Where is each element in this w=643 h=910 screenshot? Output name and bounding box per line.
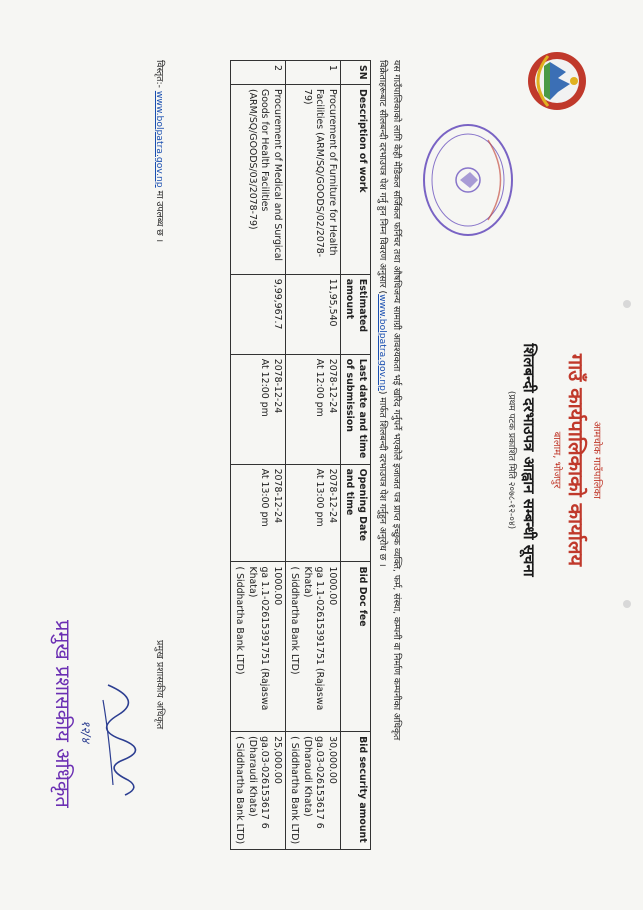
last-date-cell: [231, 354, 286, 464]
opening-date-cell: [231, 464, 286, 562]
last-date: 2078-12-24: [327, 358, 338, 414]
fee-bank: ( Siddhartha Bank LTD): [289, 566, 301, 675]
opening-time: At 13:00 pm: [259, 468, 271, 527]
intro-line-2: विक्रेताहरूबाट सीलबन्दी दरभाउपत्र पेश गर्नु हुन निम्न विवरण अनुसार (www.bolpatra.gov.np) मार्फत शिलबन्दी दरभाउपत्र पेश गर्नुहुन अनुरोध छ ।: [377, 60, 388, 567]
details-note: [154, 60, 167, 242]
fee-bank: ( Siddhartha Bank LTD): [234, 566, 246, 675]
details-suffix: मा उपलब्ध छ ।: [154, 190, 165, 243]
intro-line-1: यस गाउँपालिकाको लागि केही मेडिकल सर्जिकल फर्निचर तथा औषधिजन्य सामाग्री आवश्यकता भई खरिद गर्नुपर्ने भएकोले इजाजत पत्र प्राप्त इच्छुक व्यक्ति, फर्म, संस्था, कम्पनी वा निर्माण कम्पनीका अधिकृत: [391, 60, 402, 741]
table-row: [286, 61, 341, 850]
security-account: ga.03-026153617 6: [314, 736, 326, 829]
column-header: Last date and time of submission: [341, 354, 371, 464]
intro-line-2-pre: विक्रेताहरूबाट सीलबन्दी दरभाउपत्र पेश गर्नु हुन निम्न विवरण अनुसार: [377, 60, 388, 288]
column-header: Opening Date and time: [341, 464, 371, 562]
opening-time: At 13:00 pm: [314, 468, 326, 527]
bid-fee-cell: [231, 562, 286, 732]
signatory-label: प्रमुख प्रशासकीय अधिकृत: [154, 640, 165, 730]
municipality-name: आमचोक गाउँपालिका: [591, 421, 602, 499]
security-bank: ( Siddhartha Bank LTD): [234, 736, 246, 845]
details-label: विस्तृत:-: [154, 60, 165, 88]
bid-security-cell: [231, 732, 286, 850]
office-name: गाउँ कार्यपालिकाको कार्यालय: [564, 353, 588, 567]
details-link[interactable]: www.bolpatra.gov.np: [154, 90, 165, 188]
intro-paragraph: [375, 60, 403, 840]
description-cell: Procurement of Furniture for Health Facilities (ARM/SQ/GOODS/02/2078-79): [286, 84, 341, 274]
notice-title: शिलबन्दी दरभाउपत्र आह्वान सम्बन्धी सूचना: [520, 343, 538, 577]
table-header-row: [341, 61, 371, 850]
bid-fee-cell: [286, 562, 341, 732]
last-time: At 12:00 pm: [314, 358, 326, 417]
office-stamp-icon: [418, 120, 518, 240]
table-row: [231, 61, 286, 850]
description-cell: Procurement of Medical and Surgical Goods for Health Facilities (ARM/SQ/GOODS/03/2078-79): [231, 84, 286, 274]
column-header: Bid Doc fee: [341, 562, 371, 732]
column-header: SN: [341, 61, 371, 85]
officer-title-stamp: प्रमुख प्रशासकीय अधिकृत: [51, 620, 75, 808]
fee-account: ga 1.1-02615391751 (Rajaswa Khata): [247, 566, 271, 711]
nepal-emblem-icon: [526, 50, 588, 112]
opening-date-cell: [286, 464, 341, 562]
fee-amount: 1000.00: [272, 566, 283, 606]
letterhead: [505, 340, 603, 580]
office-location: बालाम, भोजपुर: [551, 431, 562, 489]
intro-line-2-post: मार्फत शिलबन्दी दरभाउपत्र पेश गर्नुहुन अनुरोध छ ।: [377, 397, 388, 567]
security-bank: ( Siddhartha Bank LTD): [289, 736, 301, 845]
security-khata: (Dharaudi Khata): [302, 736, 313, 817]
column-header: Description of work: [341, 84, 371, 274]
punch-hole: [623, 600, 631, 608]
fee-amount: 1000.00: [327, 566, 338, 606]
last-time: At 12:00 pm: [259, 358, 271, 417]
punch-hole: [623, 300, 631, 308]
published-date: (प्रथम पटक प्रकाशित मिति २०७८-१२-०४): [506, 390, 516, 530]
signature-date: १२/४: [79, 720, 93, 743]
opening-date: 2078-12-24: [272, 468, 283, 524]
opening-date: 2078-12-24: [327, 468, 338, 524]
bid-security-cell: [286, 732, 341, 850]
bolpatra-link[interactable]: www.bolpatra.gov.np: [377, 294, 388, 391]
last-date: 2078-12-24: [272, 358, 283, 414]
column-header: Estimated amount: [341, 274, 371, 354]
column-header: Bid security amount: [341, 732, 371, 850]
security-amount: 30,000.00: [327, 736, 338, 784]
sn-cell: 2: [231, 61, 286, 85]
security-account: ga.03-026153617 6: [259, 736, 271, 829]
sn-cell: 1: [286, 61, 341, 85]
last-date-cell: [286, 354, 341, 464]
tender-table: [230, 60, 371, 850]
security-amount: 25,000.00: [272, 736, 283, 784]
estimated-amount-cell: 11,95,540: [286, 274, 341, 354]
estimated-amount-cell: 9,99,967.7: [231, 274, 286, 354]
fee-account: ga 1.1-02615391751 (Rajaswa Khata): [302, 566, 326, 711]
security-khata: (Dharaudi Khata): [247, 736, 258, 817]
